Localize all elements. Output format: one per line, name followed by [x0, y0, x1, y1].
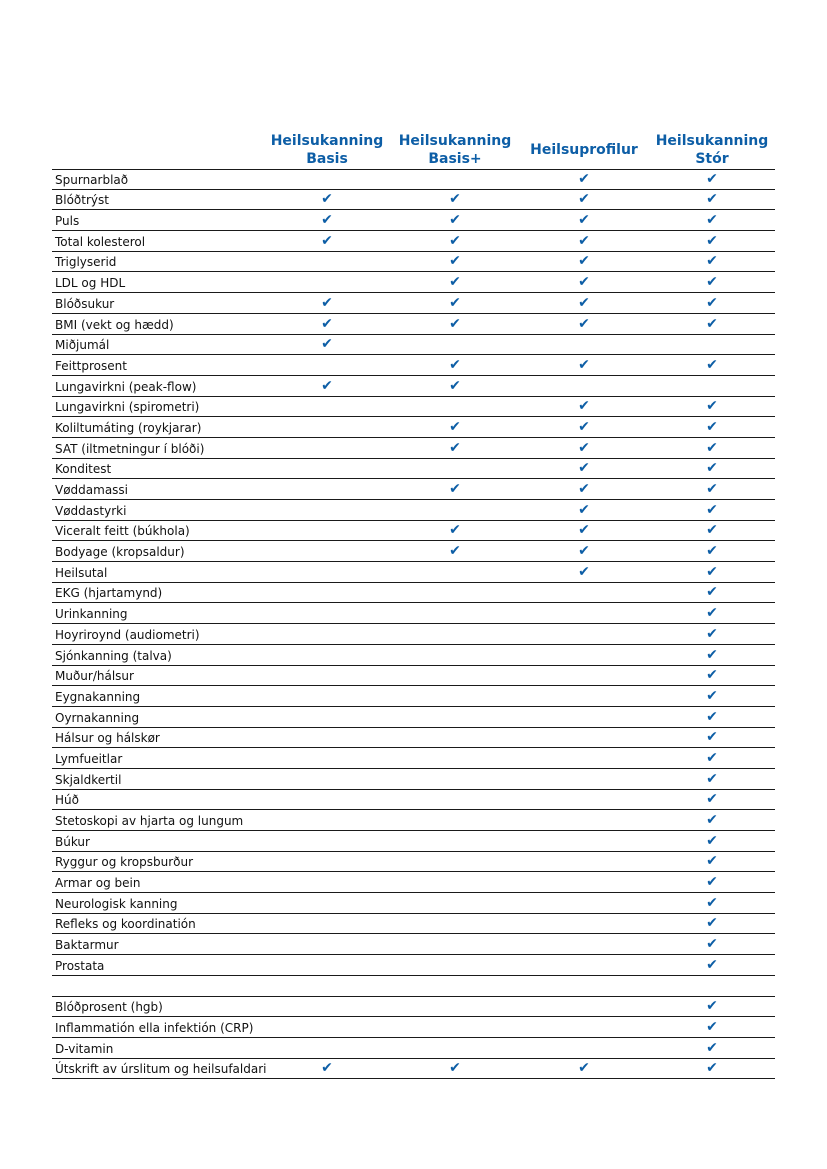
table-row	[52, 562, 775, 583]
checkmark-icon: ✔	[578, 481, 590, 497]
row-label: Skjaldkertil	[55, 772, 122, 787]
table-row	[52, 479, 775, 500]
row-label: Sjónkanning (talva)	[55, 648, 172, 663]
row-label: Lymfueitlar	[55, 751, 123, 766]
checkmark-icon: ✔	[706, 253, 718, 270]
checkmark-icon: ✔	[706, 894, 718, 911]
table-header	[52, 131, 775, 169]
table-row	[52, 955, 775, 976]
table-row	[52, 790, 775, 811]
checkmark-icon: ✔	[706, 170, 718, 187]
checkmark-icon: ✔	[706, 274, 718, 291]
checkmark-icon: ✔	[706, 212, 718, 229]
table-row	[52, 810, 775, 831]
checkmark-icon: ✔	[706, 501, 718, 518]
checkmark-icon: ✔	[706, 294, 718, 311]
table-row	[52, 459, 775, 480]
column-header-basis-plus: Heilsukanning Basis+	[398, 133, 512, 167]
row-label: Blóðtrýst	[55, 193, 109, 208]
table-row	[52, 293, 775, 314]
checkmark-icon: ✔	[578, 191, 590, 208]
row-label: Miðjumál	[55, 338, 110, 353]
checkmark-icon: ✔	[706, 418, 718, 435]
table-row	[52, 831, 775, 852]
checkmark-icon: ✔	[706, 356, 718, 373]
checkmark-icon: ✔	[706, 232, 718, 249]
row-label: Blóðprosent (hgb)	[55, 1000, 163, 1015]
checkmark-icon: ✔	[449, 253, 461, 270]
checkmark-icon: ✔	[706, 315, 718, 332]
row-label: Eygnakanning	[55, 689, 141, 704]
table-row	[52, 231, 775, 252]
checkmark-icon: ✔	[706, 687, 718, 704]
checkmark-icon: ✔	[706, 915, 718, 932]
table-row	[52, 893, 775, 914]
checkmark-icon: ✔	[706, 1018, 718, 1035]
table-row	[52, 707, 775, 728]
checkmark-icon: ✔	[578, 253, 590, 270]
row-label: Feittprosent	[55, 358, 127, 373]
checkmark-icon: ✔	[578, 543, 590, 560]
row-label: Spurnarblað	[55, 172, 129, 187]
table-row	[52, 1038, 775, 1059]
checkmark-icon: ✔	[449, 191, 461, 208]
row-label: Total kolesterol	[55, 234, 146, 249]
table-row	[52, 686, 775, 707]
table-row	[52, 541, 775, 562]
checkmark-icon: ✔	[449, 377, 461, 394]
row-label: Viceralt feitt (búkhola)	[55, 524, 190, 539]
checkmark-icon: ✔	[706, 460, 718, 477]
row-label: Heilsutal	[55, 565, 108, 580]
checkmark-icon: ✔	[578, 232, 590, 249]
checkmark-icon: ✔	[706, 1039, 718, 1056]
checkmark-icon: ✔	[706, 936, 718, 953]
checkmark-icon: ✔	[449, 315, 461, 332]
table-row	[52, 500, 775, 521]
checkmark-icon: ✔	[706, 667, 718, 684]
checkmark-icon: ✔	[706, 749, 718, 766]
row-label: Puls	[55, 214, 80, 229]
checkmark-icon: ✔	[706, 812, 718, 828]
checkmark-icon: ✔	[321, 336, 333, 353]
row-label: Stetoskopi av hjarta og lungum	[55, 814, 244, 828]
table-row	[52, 376, 775, 397]
checkmark-icon: ✔	[706, 791, 718, 808]
checkmark-icon: ✔	[706, 522, 718, 539]
table-row	[52, 728, 775, 749]
row-label: Oyrnakanning	[55, 710, 140, 725]
checkmark-icon: ✔	[578, 170, 590, 187]
comparison-table	[52, 131, 775, 1079]
checkmark-icon: ✔	[449, 232, 461, 249]
table-row	[52, 914, 775, 935]
table-row	[52, 272, 775, 293]
table-row	[52, 417, 775, 438]
checkmark-icon: ✔	[578, 274, 590, 291]
column-header-heilsuprofilur: Heilsuprofilur	[530, 142, 638, 158]
checkmark-icon: ✔	[578, 460, 590, 477]
row-label: Prostata	[55, 958, 105, 973]
table-row	[52, 583, 775, 604]
checkmark-icon: ✔	[449, 418, 461, 435]
checkmark-icon: ✔	[706, 874, 718, 891]
row-label: Lungavirkni (spirometri)	[55, 400, 200, 415]
row-label: Vøddastyrki	[55, 503, 127, 518]
row-label: Húð	[55, 793, 79, 808]
checkmark-icon: ✔	[321, 315, 333, 332]
checkmark-icon: ✔	[449, 356, 461, 373]
row-label: Triglyserid	[55, 255, 117, 270]
checkmark-icon: ✔	[578, 315, 590, 332]
table-row	[52, 190, 775, 211]
row-label: Vøddamassi	[55, 483, 129, 497]
row-label: Armar og bein	[55, 876, 141, 891]
checkmark-icon: ✔	[321, 294, 333, 311]
row-label: Bodyage (kropsaldur)	[55, 545, 185, 560]
row-label: SAT (iltmetningur í blóði)	[55, 441, 205, 456]
checkmark-icon: ✔	[706, 605, 718, 622]
row-label: Baktarmur	[55, 938, 119, 953]
checkmark-icon: ✔	[321, 377, 333, 394]
table-row	[52, 314, 775, 335]
checkmark-icon: ✔	[706, 398, 718, 415]
checkmark-icon: ✔	[706, 191, 718, 208]
table-row	[52, 521, 775, 542]
checkmark-icon: ✔	[321, 1060, 333, 1077]
table-row	[52, 769, 775, 790]
checkmark-icon: ✔	[578, 398, 590, 415]
row-label: Lungavirkni (peak-flow)	[55, 379, 197, 394]
checkmark-icon: ✔	[449, 543, 461, 560]
row-label: Ryggur og kropsburður	[55, 855, 194, 870]
table-row	[52, 872, 775, 893]
checkmark-icon: ✔	[449, 1060, 461, 1077]
table-body	[52, 169, 775, 1079]
row-label: LDL og HDL	[55, 276, 126, 291]
checkmark-icon: ✔	[706, 1060, 718, 1077]
checkmark-icon: ✔	[321, 191, 333, 208]
row-label: Neurologisk kanning	[55, 896, 178, 911]
checkmark-icon: ✔	[578, 356, 590, 373]
checkmark-icon: ✔	[706, 853, 718, 870]
column-header-stor: Heilsukanning Stór	[655, 133, 769, 167]
checkmark-icon: ✔	[706, 832, 718, 849]
checkmark-icon: ✔	[706, 956, 718, 973]
checkmark-icon: ✔	[706, 770, 718, 787]
checkmark-icon: ✔	[449, 481, 461, 497]
table-row	[52, 748, 775, 769]
checkmark-icon: ✔	[706, 481, 718, 497]
table-row	[52, 666, 775, 687]
checkmark-icon: ✔	[706, 625, 718, 642]
row-label: Útskrift av úrslitum og heilsufaldari	[55, 1062, 267, 1077]
checkmark-icon: ✔	[449, 439, 461, 456]
checkmark-icon: ✔	[449, 294, 461, 311]
checkmark-icon: ✔	[578, 294, 590, 311]
checkmark-icon: ✔	[578, 439, 590, 456]
checkmark-icon: ✔	[578, 418, 590, 435]
checkmark-icon: ✔	[706, 998, 718, 1015]
table-row	[52, 252, 775, 273]
table-row	[52, 603, 775, 624]
table-row	[52, 169, 775, 190]
checkmark-icon: ✔	[449, 522, 461, 539]
checkmark-icon: ✔	[578, 501, 590, 518]
row-label: Muður/hálsur	[55, 669, 134, 684]
checkmark-icon: ✔	[578, 522, 590, 539]
row-label: Urinkanning	[55, 607, 128, 622]
row-label: Búkur	[55, 834, 90, 849]
table-row	[52, 438, 775, 459]
row-label: EKG (hjartamynd)	[55, 586, 163, 601]
table-row	[52, 624, 775, 645]
checkmark-icon: ✔	[578, 563, 590, 580]
row-label: Blóðsukur	[55, 296, 115, 311]
table-row	[52, 1017, 775, 1038]
row-label: Hoyriroynd (audiometri)	[55, 627, 200, 642]
checkmark-icon: ✔	[706, 563, 718, 580]
table-row	[52, 852, 775, 873]
table-row	[52, 645, 775, 666]
checkmark-icon: ✔	[321, 212, 333, 229]
table-row	[52, 934, 775, 955]
checkmark-icon: ✔	[706, 729, 718, 746]
checkmark-icon: ✔	[706, 584, 718, 601]
checkmark-icon: ✔	[706, 439, 718, 456]
table-row	[52, 355, 775, 376]
checkmark-icon: ✔	[578, 212, 590, 229]
row-label: Refleks og koordinatión	[55, 917, 196, 932]
checkmark-icon: ✔	[706, 708, 718, 725]
table-row	[52, 210, 775, 231]
checkmark-icon: ✔	[449, 212, 461, 229]
checkmark-icon: ✔	[706, 543, 718, 560]
checkmark-icon: ✔	[706, 646, 718, 663]
row-label: Inflammatión ella infektión (CRP)	[55, 1020, 254, 1035]
checkmark-icon: ✔	[578, 1060, 590, 1077]
table-row	[52, 397, 775, 418]
row-label: D-vitamin	[55, 1041, 114, 1056]
table-row	[52, 335, 775, 356]
row-label: Konditest	[55, 462, 112, 477]
column-header-basis: Heilsukanning Basis	[270, 133, 384, 167]
checkmark-icon: ✔	[449, 274, 461, 291]
table-row	[52, 1059, 775, 1080]
row-label: Hálsur og hálskør	[55, 731, 160, 746]
table-row	[52, 997, 775, 1018]
table-row	[52, 976, 775, 997]
checkmark-icon: ✔	[321, 232, 333, 249]
row-label: Koliltumáting (roykjarar)	[55, 420, 202, 435]
row-label: BMI (vekt og hædd)	[55, 317, 174, 332]
